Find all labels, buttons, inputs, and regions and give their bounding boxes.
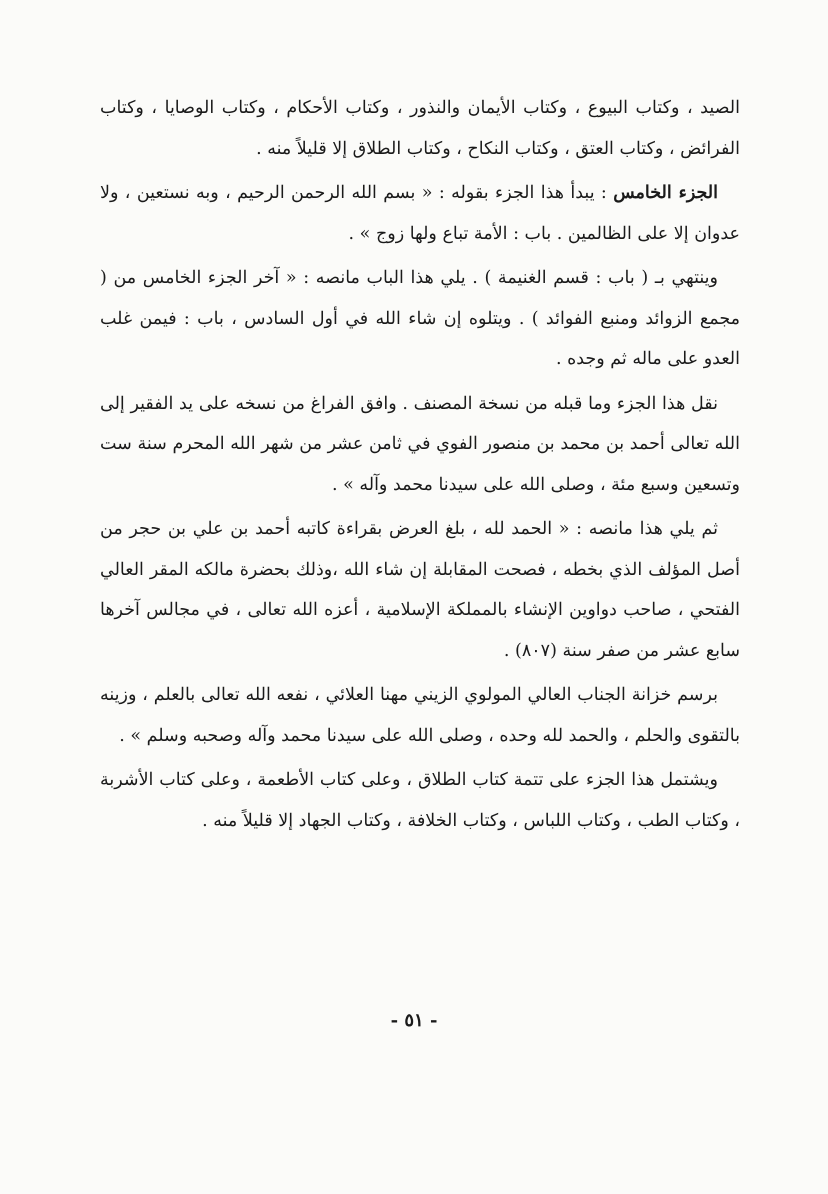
paragraph-2	[100, 173, 740, 254]
paragraph-1-text: الصيد ، وكتاب البيوع ، وكتاب الأيمان والنذور ، وكتاب الأحكام ، وكتاب الوصايا ، وكتاب الفرائض ، وكتاب العتق ، وكتاب النكاح ، وكتاب الطلاق إلا قليلاً منه .	[100, 98, 740, 159]
paragraph-6-text: برسم خزانة الجناب العالي المولوي الزيني مهنا العلائي ، نفعه الله تعالى بالعلم ، وزينه بالتقوى والحلم ، والحمد لله وحده ، وصلى الله على سيدنا محمد وآله وصحبه وسلم » .	[100, 685, 740, 746]
section-heading-part-five: الجزء الخامس	[613, 183, 718, 203]
paragraph-6	[100, 675, 740, 756]
paragraph-4-text: نقل هذا الجزء وما قبله من نسخة المصنف . وافق الفراغ من نسخه على يد الفقير إلى الله تعالى أحمد بن محمد بن منصور الفوي في ثامن عشر من شهر الله المحرم سنة ست وتسعين وسبع مئة ، وصلى الله على سيدنا محمد وآله » .	[100, 393, 740, 495]
paragraph-7	[100, 760, 740, 841]
paragraph-1	[100, 88, 740, 169]
paragraph-5	[100, 509, 740, 671]
paragraph-2-text: : يبدأ هذا الجزء بقوله : « بسم الله الرحمن الرحيم ، وبه نستعين ، ولا عدوان إلا على الظالمين . باب : الأمة تباع ولها زوج » .	[100, 183, 740, 244]
page-number: - ٥١ -	[390, 1010, 438, 1031]
paragraph-4	[100, 384, 740, 506]
paragraph-7-text: ويشتمل هذا الجزء على تتمة كتاب الطلاق ، وعلى كتاب الأطعمة ، وعلى كتاب الأشربة ، وكتاب الطب ، وكتاب اللباس ، وكتاب الخلافة ، وكتاب الجهاد إلا قليلاً منه .	[100, 770, 740, 831]
body-text	[100, 88, 740, 845]
paragraph-5-text: ثم يلي هذا مانصه : « الحمد لله ، بلغ العرض بقراءة كاتبه أحمد بن علي بن حجر من أصل المؤلف الذي بخطه ، فصحت المقابلة إن شاء الله ،وذلك بحضرة مالكه المقر العالي الفتحي ، صاحب دواوين الإنشاء بالمملكة الإسلامية ، أعزه الله تعالى ، في مجالس آخرها سابع عشر من صفر سنة (٨٠٧) .	[100, 519, 740, 661]
paragraph-3-text: وينتهي بـ ( باب : قسم الغنيمة ) . يلي هذا الباب مانصه : « آخر الجزء الخامس من ( مجمع الزوائد ومنبع الفوائد ) . ويتلوه إن شاء الله في أول السادس ، باب : فيمن غلب العدو على ماله ثم وجده .	[100, 268, 740, 369]
paragraph-3	[100, 258, 740, 380]
